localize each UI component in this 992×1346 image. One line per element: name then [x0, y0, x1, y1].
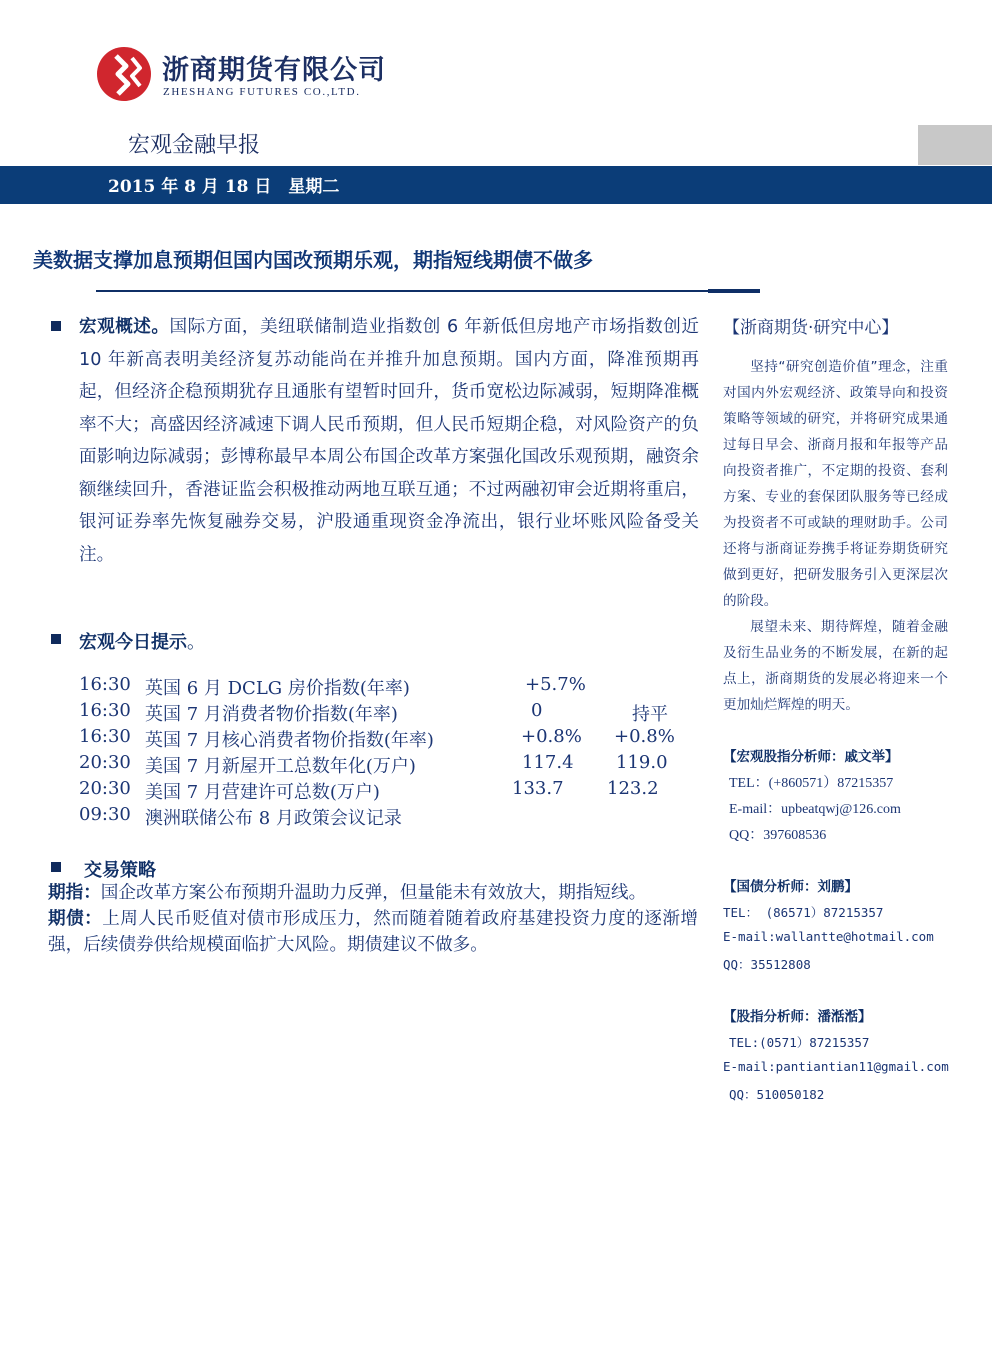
analyst-qq: QQ：510050182	[729, 1087, 825, 1102]
analyst-title: 【股指分析师：潘湉湉】	[723, 1009, 872, 1025]
event-previous: +0.8%	[521, 726, 582, 747]
bond-futures-strategy: 期债：上周人民币贬值对债市形成压力，然而随着随着政府基建投资力度的逐渐增强，后续债券供给规模面临扩大风险。期债建议不做多。	[48, 909, 698, 955]
event-name: 英国 7 月核心消费者物价指数(年率)	[145, 730, 434, 751]
event-name: 英国 6 月 DCLG 房价指数(年率)	[145, 678, 410, 699]
event-previous: 133.7	[512, 778, 564, 799]
headline-divider-accent	[708, 289, 760, 293]
event-name: 澳洲联储公布 8 月政策会议记录	[145, 808, 402, 829]
analyst-qq: QQ：397608536	[729, 828, 827, 843]
event-previous: 117.4	[522, 752, 574, 773]
analyst-tel: TEL：(+860571）87215357	[729, 776, 894, 791]
event-time: 16:30	[79, 674, 131, 695]
analyst-title: 【国债分析师：刘鹏】	[723, 879, 858, 895]
analyst-email: E-mail：upbeatqwj@126.com	[729, 802, 901, 817]
analyst-email: E-mail:pantiantian11@gmail.com	[723, 1059, 949, 1074]
macro-tips-title: 宏观今日提示。	[79, 632, 205, 653]
research-center-intro	[723, 354, 948, 718]
analyst-tel: TEL:(0571）87215357	[729, 1035, 870, 1050]
event-time: 20:30	[79, 778, 131, 799]
analyst-email: E-mail:wallantte@hotmail.com	[723, 929, 934, 944]
event-previous: 0	[531, 700, 543, 721]
event-forecast: 持平	[632, 704, 668, 725]
event-forecast: 119.0	[616, 752, 668, 773]
trading-strategy	[48, 880, 698, 958]
event-forecast: 123.2	[607, 778, 659, 799]
event-time: 20:30	[79, 752, 131, 773]
analyst-title: 【宏观股指分析师：戚文举】	[723, 749, 899, 765]
report-title: 宏观金融早报	[128, 133, 261, 158]
event-name: 美国 7 月新屋开工总数年化(万户)	[145, 756, 416, 777]
intro-paragraph: 坚持“研究创造价值”理念，注重对国内外宏观经济、政策导向和投资策略等领域的研究，并将研究成果通过每日早会、浙商月报和年报等产品向投资者推广，不定期的投资、套利方案、专业的套保团队服务等已经成为投资者不可或缺的理财助手。公司还将与浙商证券携手将证券期货研究做到更好，把研发服务引入更深层次的阶段。	[723, 359, 948, 609]
macro-overview-label: 宏观概述。	[79, 317, 170, 337]
bullet-icon	[51, 634, 61, 644]
research-center-heading: 【浙商期货·研究中心】	[723, 318, 899, 338]
bullet-icon	[51, 321, 61, 331]
headline: 美数据支撑加息预期但国内国改预期乐观，期指短线期债不做多	[33, 248, 593, 272]
company-logo-icon	[96, 46, 152, 102]
index-futures-strategy: 期指：国企改革方案公布预期升温助力反弹，但量能未有效放大，期指短线。	[48, 883, 647, 903]
event-time: 09:30	[79, 804, 131, 825]
analyst-qq: QQ：35512808	[723, 957, 811, 972]
event-forecast: +0.8%	[614, 726, 675, 747]
intro-paragraph: 展望未来、期待辉煌，随着金融及衍生品业务的不断发展，在新的起点上，浙商期货的发展必将迎来一个更加灿烂辉煌的明天。	[723, 619, 948, 713]
event-time: 16:30	[79, 700, 131, 721]
bullet-icon	[51, 862, 61, 872]
header-decoration	[918, 125, 992, 165]
company-name-en: ZHESHANG FUTURES CO.,LTD.	[163, 86, 361, 98]
macro-overview	[79, 311, 699, 571]
event-name: 美国 7 月营建许可总数(万户)	[145, 782, 380, 803]
event-previous: +5.7%	[525, 674, 586, 695]
report-date: 2015 年 8 月 18 日 星期二	[108, 177, 340, 197]
event-name: 英国 7 月消费者物价指数(年率)	[145, 704, 398, 725]
analyst-tel: TEL： (86571）87215357	[723, 905, 884, 920]
headline-divider	[96, 290, 760, 292]
company-name-cn: 浙商期货有限公司	[162, 55, 386, 86]
event-time: 16:30	[79, 726, 131, 747]
macro-overview-text: 国际方面，美纽联储制造业指数创 6 年新低但房地产市场指数创近 10 年新高表明美经济复苏动能尚在并推升加息预期。国内方面，降准预期再起，但经济企稳预期犹存且通胀有望暂时回升，货币宽松边际减弱，短期降准概率不大；高盛因经济减速下调人民币预期，但人民币短期企稳，对风险资产的负面影响边际减弱；彭博称最早本周公布国企改革方案强化国改乐观预期，融资余额继续回升，香港证监会积极推动两地互联互通；不过两融初审会近期将重启，银河证券率先恢复融券交易，沪股通重现资金净流出，银行业坏账风险备受关注。	[79, 317, 699, 565]
strategy-title: 交易策略	[84, 860, 156, 881]
